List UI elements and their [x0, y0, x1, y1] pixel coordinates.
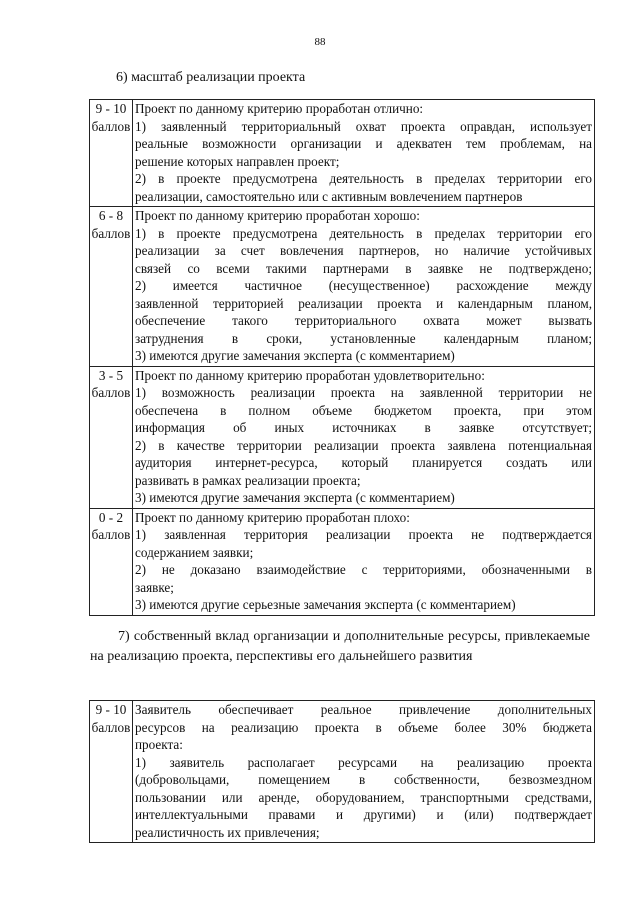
criteria-row	[90, 207, 595, 367]
section-6-criteria-table	[89, 99, 595, 616]
page-number: 88	[314, 36, 326, 48]
criteria-text-line: 2) в проекте предусмотрена деятельность в пределах территории его	[135, 171, 592, 186]
criteria-text-line: (добровольцами, помещением в собственности, безвозмездном	[135, 772, 592, 787]
score-range: 3 - 5	[98, 367, 124, 383]
criteria-text-line: реальные возможности организации и адекватен тем проблемам, на	[135, 136, 592, 151]
criteria-text-line: Проект по данному критерию проработан отлично:	[135, 101, 424, 116]
criteria-text-line: Проект по данному критерию проработан удовлетворительно:	[135, 367, 485, 383]
criteria-text-line: обеспечение такого территориального охвата может вызвать	[135, 313, 592, 328]
criteria-text-line: Проект по данному критерию проработан плохо:	[135, 509, 410, 525]
criteria-text-line: решение которых направлен проект;	[135, 153, 340, 169]
criteria-row	[90, 508, 595, 615]
score-cell	[90, 100, 133, 207]
criteria-text-line: Проект по данному критерию проработан хорошо:	[135, 208, 420, 223]
criteria-text-line: затруднения в сроки, установленные календарным планом;	[135, 330, 592, 346]
score-range: 9 - 10	[95, 101, 127, 116]
score-cell	[90, 701, 133, 843]
criteria-text-line: реализации, самостоятельно или с активным вовлечением партнеров	[135, 188, 523, 204]
criteria-text-line: 3) имеются другие замечания эксперта (с комментарием)	[135, 348, 455, 363]
score-unit: баллов	[91, 527, 131, 542]
criteria-description-cell	[133, 100, 595, 207]
criteria-text-line: 1) в проекте предусмотрена деятельность в пределах территории его	[135, 225, 592, 241]
score-unit: баллов	[91, 719, 131, 735]
criteria-row	[90, 100, 595, 207]
criteria-description-cell	[133, 701, 595, 843]
criteria-text-line: заявленной территорией реализации проекта и календарным планом,	[135, 295, 592, 311]
criteria-text-line: связей со всеми такими партнерами в заявке не подтверждено;	[135, 260, 592, 276]
section-7-criteria-table	[89, 700, 595, 843]
criteria-text-line: 1) заявленный территориальный охват проекта оправдан, использует	[135, 118, 592, 134]
criteria-text-line: 1) заявленная территория реализации проекта не подтверждается	[135, 527, 592, 542]
criteria-text-line: ресурсов на реализацию проекта в объеме более 30% бюджета	[135, 719, 592, 735]
criteria-text-line: интеллектуальными правами и другими) и (или) подтверждает	[135, 807, 592, 822]
score-range: 9 - 10	[95, 702, 127, 717]
criteria-text-line: Заявитель обеспечивает реальное привлечение дополнительных	[135, 702, 592, 717]
criteria-text-line: обеспечена в полном объеме бюджетом проекта, при этом	[135, 402, 592, 418]
score-cell	[90, 366, 133, 508]
criteria-text-line: 3) имеются другие замечания эксперта (с комментарием)	[135, 490, 455, 505]
criteria-text-line: информация об иных источниках в заявке отсутствует;	[135, 420, 592, 435]
criteria-text-line: пользовании или аренде, оборудованием, транспортными средствами,	[135, 789, 592, 805]
criteria-row	[90, 701, 595, 843]
criteria-description-cell	[133, 508, 595, 615]
criteria-text-line: 2) в качестве территории реализации проекта заявлена потенциальная	[135, 437, 592, 453]
criteria-description-cell	[133, 366, 595, 508]
criteria-text-line: 3) имеются другие серьезные замечания эксперта (с комментарием)	[135, 597, 516, 612]
criteria-text-line: заявке;	[135, 579, 174, 595]
criteria-text-line: реализации за счет вовлечения партнеров, но наличие устойчивых	[135, 243, 592, 258]
score-cell	[90, 508, 133, 615]
score-unit: баллов	[91, 385, 131, 400]
criteria-text-line: реалистичность их привлечения;	[135, 824, 320, 840]
section-7-heading: 7) собственный вклад организации и дополнительные ресурсы, привлекаемые на реализацию проекта, перспективы его дальнейшего развития	[90, 629, 590, 664]
score-cell	[90, 207, 133, 367]
score-range: 0 - 2	[98, 509, 124, 525]
criteria-text-line: 1) возможность реализации проекта на заявленной территории не	[135, 385, 592, 400]
score-unit: баллов	[91, 225, 131, 241]
criteria-text-line: развивать в рамках реализации проекта;	[135, 472, 361, 488]
criteria-text-line: содержанием заявки;	[135, 544, 254, 560]
criteria-row	[90, 366, 595, 508]
criteria-text-line: 2) не доказано взаимодействие с территориями, обозначенными в	[135, 562, 592, 577]
criteria-text-line: аудитория интернет-ресурса, который планируется создать или	[135, 455, 592, 470]
criteria-text-line: 1) заявитель располагает ресурсами на реализацию проекта	[135, 754, 592, 770]
criteria-text-line: проекта:	[135, 737, 183, 752]
criteria-description-cell	[133, 207, 595, 367]
section-6-heading: 6) масштаб реализации проекта	[116, 70, 306, 85]
criteria-text-line: 2) имеется частичное (несущественное) расхождение между	[135, 278, 592, 293]
score-range: 6 - 8	[98, 208, 124, 223]
score-unit: баллов	[91, 118, 131, 134]
